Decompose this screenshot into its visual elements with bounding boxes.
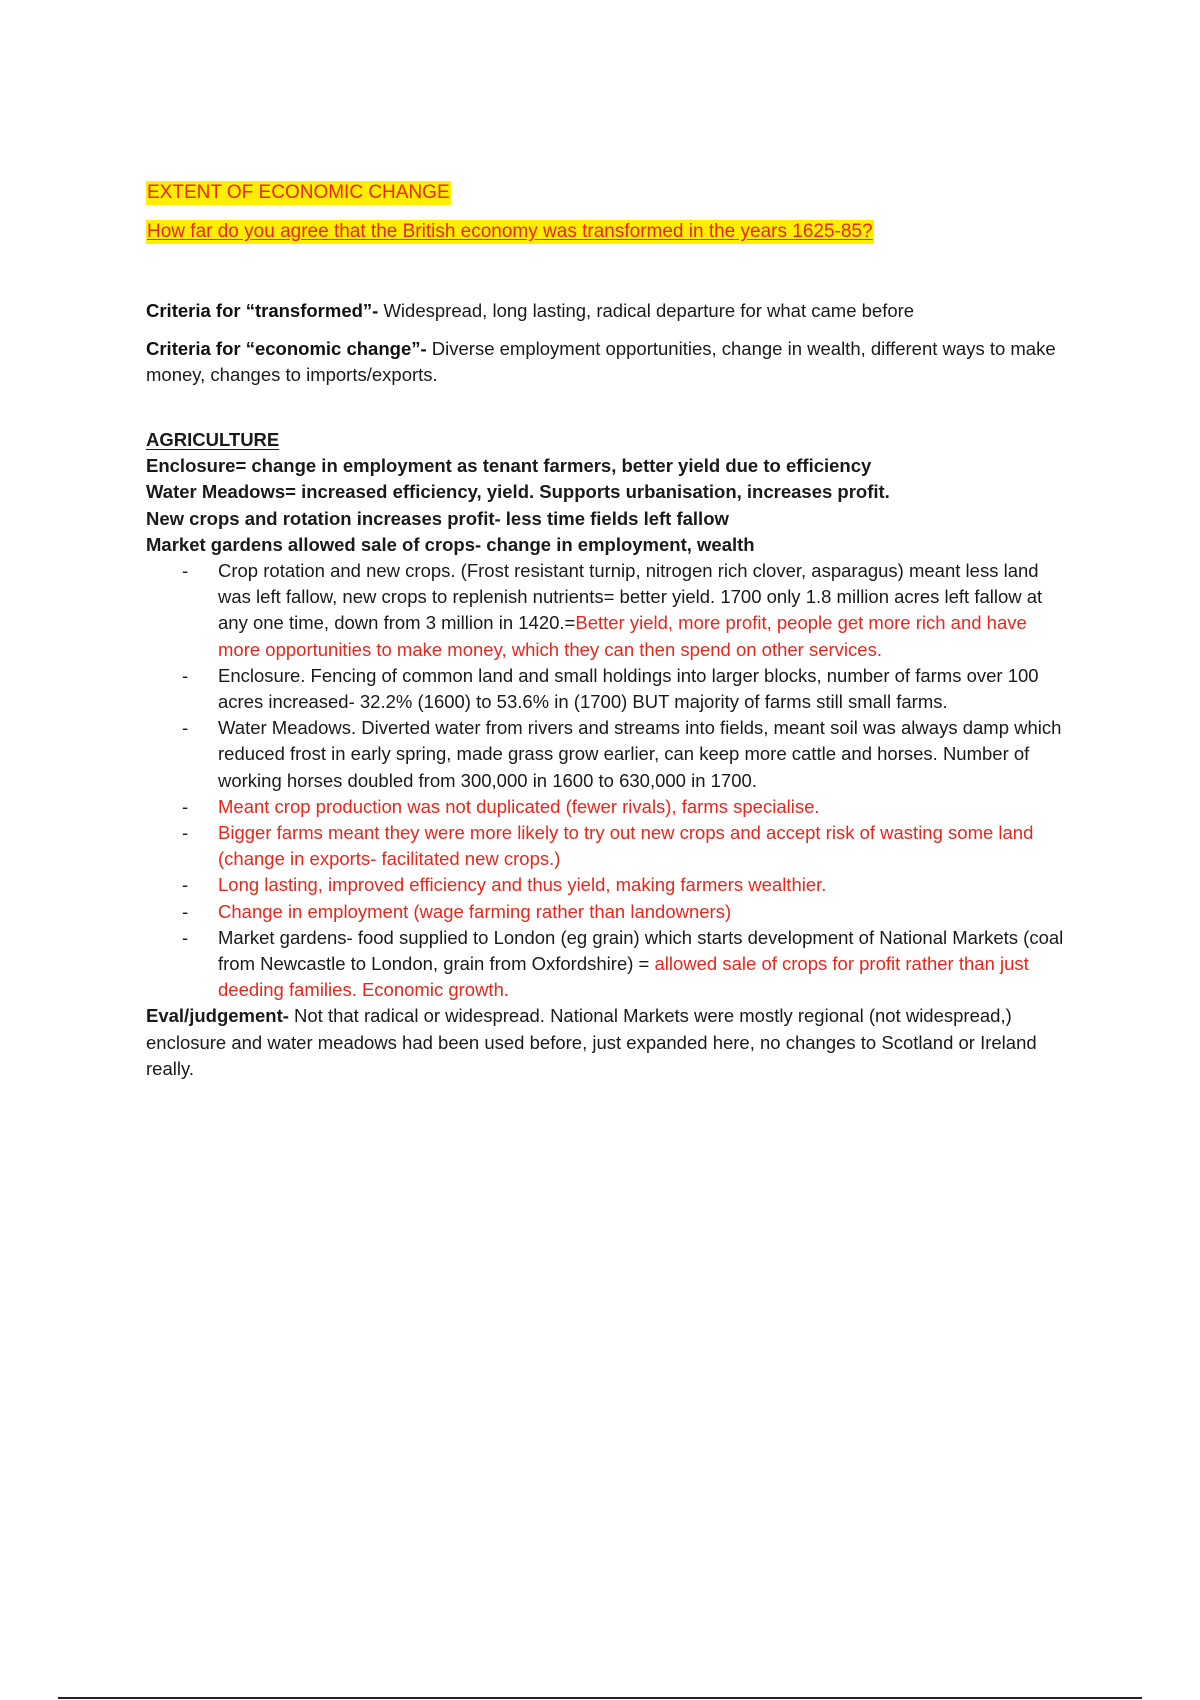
criteria-transformed <box>146 298 1066 324</box>
bullet-text: Water Meadows. Diverted water from rivers and streams into fields, meant soil was always damp which reduced frost in early spring, made grass grow earlier, can keep more cattle and horses. Number of working horses doubled from 300,000 in 1600 to 630,000 in 1700. <box>218 717 1062 791</box>
list-item <box>146 663 1068 715</box>
criteria-label: Criteria for “transformed”- <box>146 300 379 321</box>
agriculture-section <box>146 427 1066 1082</box>
bullet-red-text: Change in employment (wage farming rather than landowners) <box>218 900 732 922</box>
criteria-label: Criteria for “economic change”- <box>146 338 427 359</box>
page-bottom-divider <box>58 1697 1142 1699</box>
summary-line: Enclosure= change in employment as tenant farmers, better yield due to efficiency <box>146 455 872 477</box>
list-item <box>146 925 1068 1004</box>
evaluation-paragraph <box>146 1003 1066 1082</box>
bullet-text: Crop rotation and new crops. (Frost resistant turnip, nitrogen rich clover, asparagus) meant less land was left fallow, new crops to replenish nutrients= better yield. 1700 only 1.8 million acres left fallow at any one time, down from 3 million in 1420.= <box>218 560 1043 634</box>
bullet-red-text: Bigger farms meant they were more likely to try out new crops and accept risk of wasting some land (change in exports- facilitated new crops.) <box>218 822 1034 870</box>
list-item <box>146 794 1068 820</box>
criteria-economic-change <box>146 336 1066 388</box>
bullet-text: Market gardens- food supplied to London (eg grain) which starts development of National Markets (coal from Newcastle to London, grain from Oxfordshire) = <box>218 926 1064 975</box>
bullet-dash: - <box>182 900 189 922</box>
list-item <box>146 558 1068 663</box>
bullet-text: Enclosure. Fencing of common land and small holdings into larger blocks, number of farms over 100 acres increased- 32.2% (1600) to 53.6% in (1700) BUT majority of farms still small farms. <box>218 664 1039 713</box>
bullet-dash: - <box>182 795 189 817</box>
bullet-dash: - <box>182 717 189 739</box>
evaluation-text: Not that radical or widespread. National Markets were mostly regional (not widespread,) enclosure and water meadows had been used before, just expanded here, no changes to Scotland or Ireland really. <box>146 1005 1037 1079</box>
bullet-dash: - <box>182 664 189 686</box>
essay-question: How far do you agree that the British economy was transformed in the years 1625-85? <box>147 221 873 242</box>
bullet-red-text: allowed sale of crops for profit rather than just deeding families. Economic growth. <box>218 953 1029 1001</box>
summary-line: Market gardens allowed sale of crops- change in employment, wealth <box>146 533 755 555</box>
list-item <box>146 715 1068 794</box>
bullet-list <box>146 558 1066 1003</box>
page-title: EXTENT OF ECONOMIC CHANGE <box>147 182 450 203</box>
summary-line: New crops and rotation increases profit- less time fields left fallow <box>146 507 729 529</box>
bullet-red-text: Long lasting, improved efficiency and thus yield, making farmers wealthier. <box>218 874 827 896</box>
evaluation-label: Eval/judgement- <box>146 1005 289 1027</box>
bullet-dash: - <box>182 874 189 896</box>
list-item <box>146 820 1068 872</box>
bullet-dash: - <box>182 926 189 948</box>
criteria-text: Diverse employment opportunities, change in wealth, different ways to make money, changes to imports/exports. <box>146 338 1056 385</box>
list-item <box>146 899 1068 925</box>
bullet-dash: - <box>182 560 189 582</box>
summary-line: Water Meadows= increased efficiency, yield. Supports urbanisation, increases profit. <box>146 481 890 503</box>
bullet-dash: - <box>182 822 189 844</box>
bullet-red-text: Meant crop production was not duplicated (fewer rivals), farms specialise. <box>218 795 820 817</box>
bullet-red-text: Better yield, more profit, people get more rich and have more opportunities to make money, which they can then spend on other services. <box>218 612 1027 660</box>
section-heading: AGRICULTURE <box>146 429 280 450</box>
list-item <box>146 872 1068 898</box>
criteria-text: Widespread, long lasting, radical departure for what came before <box>378 300 915 321</box>
